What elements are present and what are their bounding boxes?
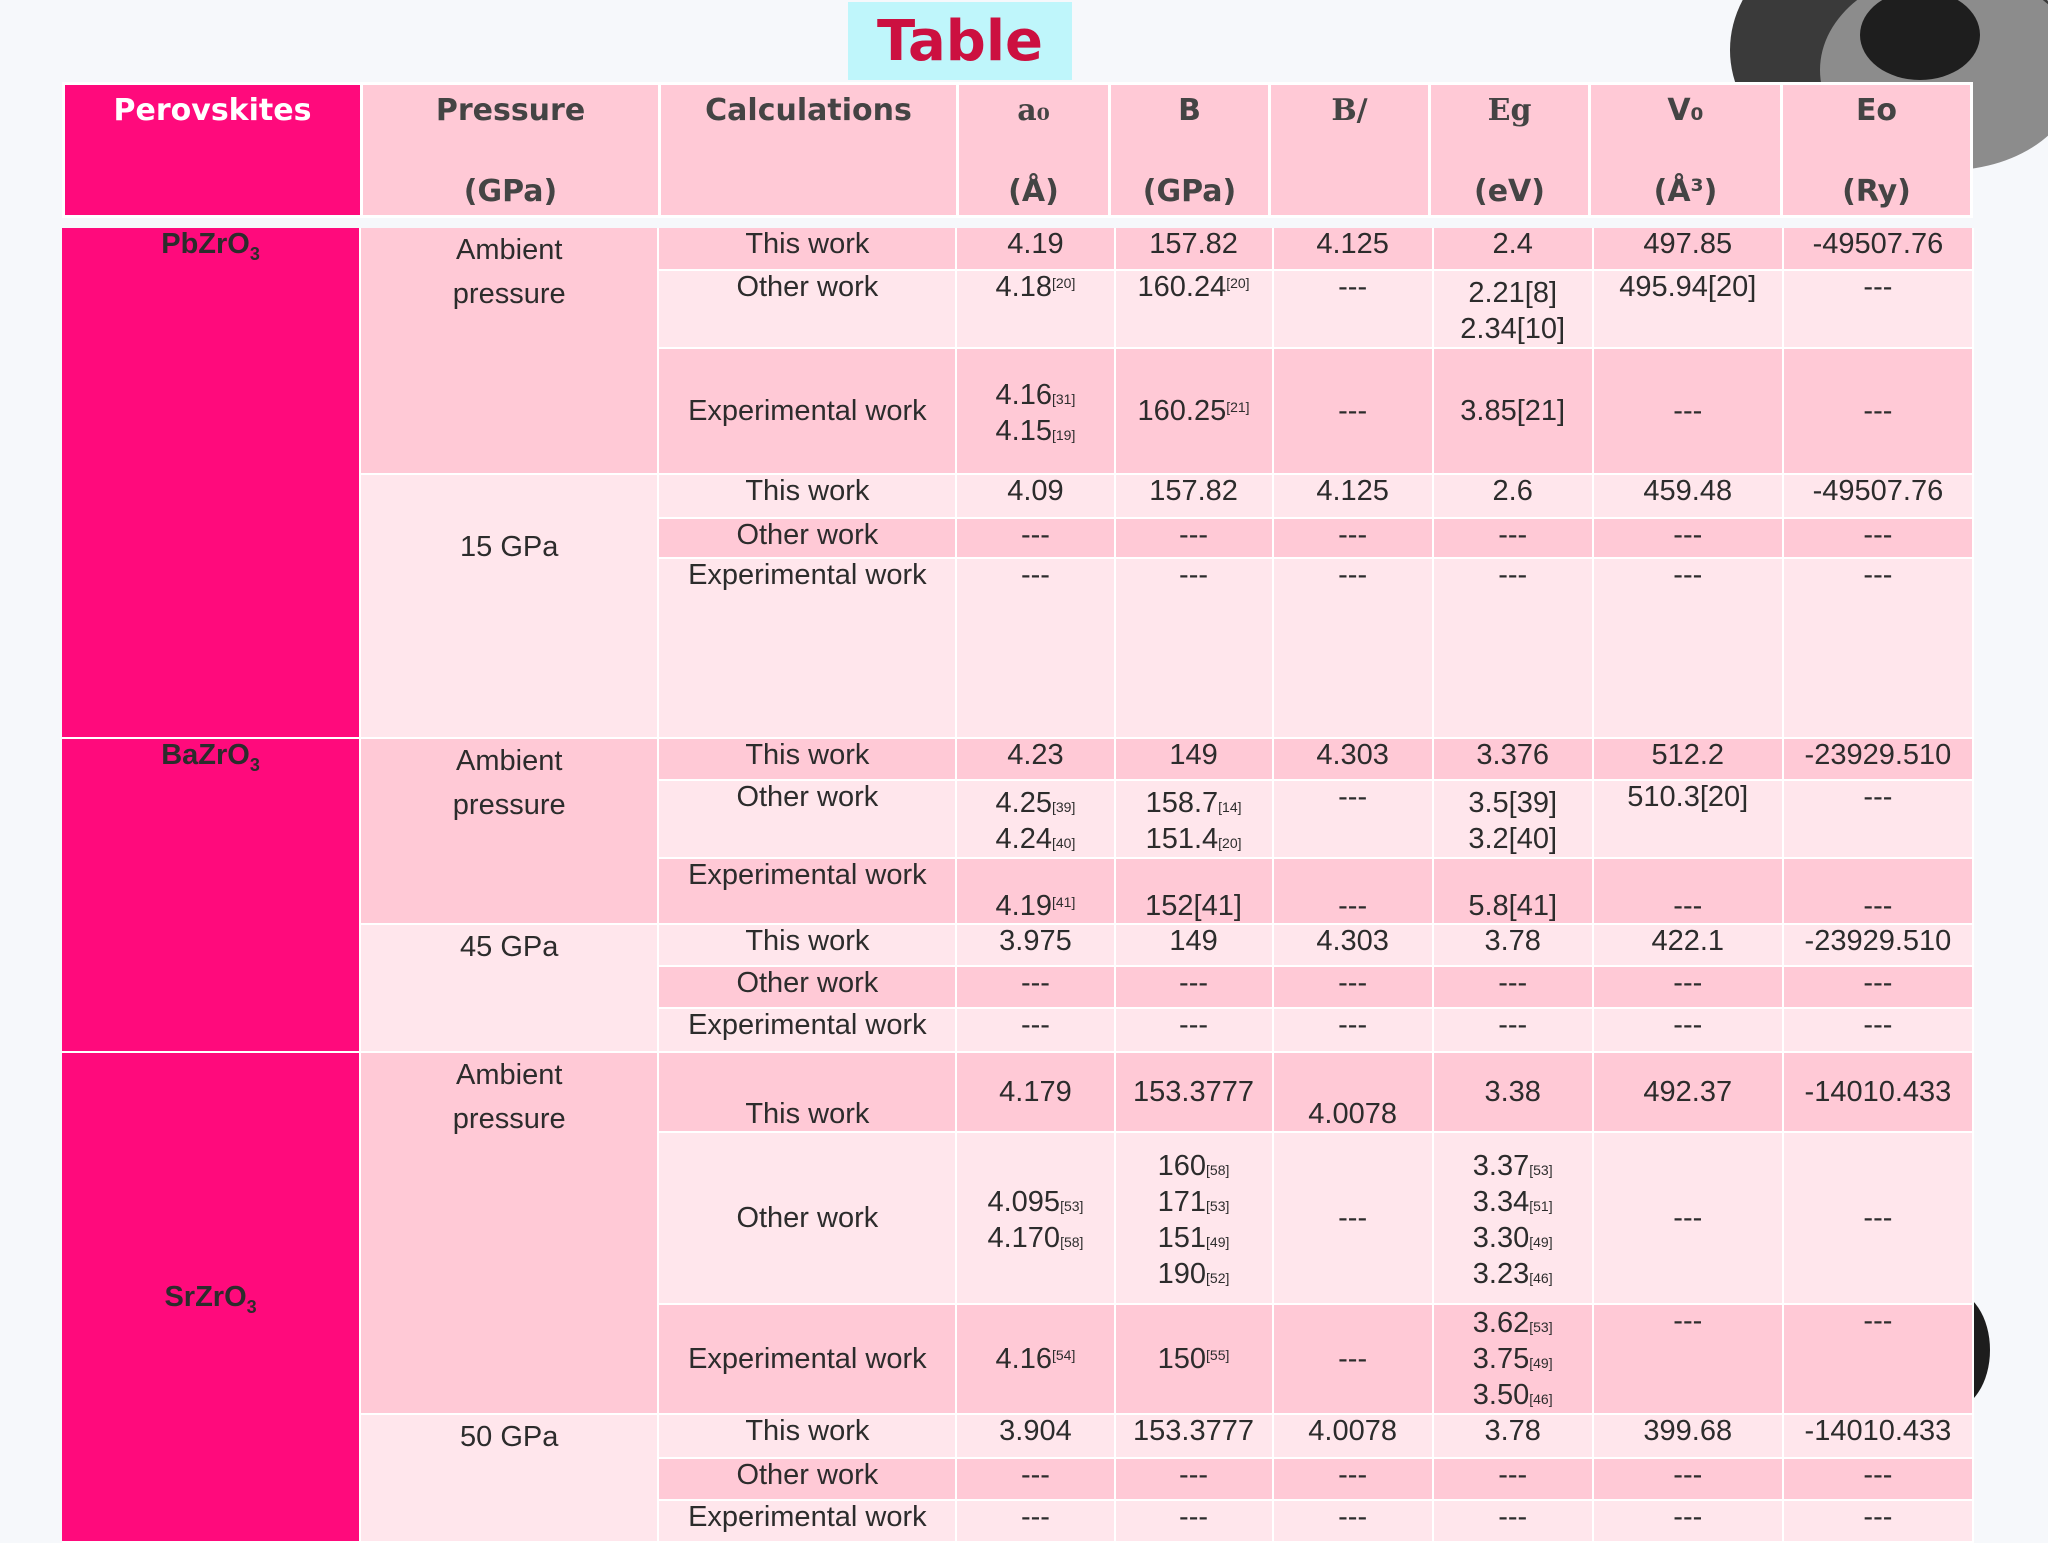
cell-eo: --- xyxy=(1783,348,1973,474)
cell-bprime: --- xyxy=(1273,518,1433,558)
calc-label: This work xyxy=(658,924,956,966)
cell-b: 153.3777 xyxy=(1115,1414,1273,1458)
pressure-value: 50 GPa xyxy=(360,1414,658,1542)
cell-a0: 4.095[53] 4.170[58] xyxy=(956,1132,1114,1304)
header-calculations: Calculations xyxy=(660,84,958,217)
cell-eo: --- xyxy=(1783,1458,1973,1500)
pressure-ambient: Ambient pressure xyxy=(360,1052,658,1414)
pressure-value: 45 GPa xyxy=(360,924,658,1052)
cell-v0: --- xyxy=(1593,1500,1783,1542)
cell-bprime: --- xyxy=(1273,1500,1433,1542)
pressure-ambient: Ambient pressure xyxy=(360,738,658,924)
header-v0: V₀ (Å³) xyxy=(1590,84,1782,217)
cell-eo: --- xyxy=(1783,1500,1973,1542)
pressure-ambient: Ambient pressure xyxy=(360,228,658,474)
cell-b: 149 xyxy=(1115,924,1273,966)
cell-v0: 459.48 xyxy=(1593,474,1783,518)
cell-eg: 3.37[53] 3.34[51] 3.30[49] 3.23[46] xyxy=(1433,1132,1593,1304)
calc-label: This work xyxy=(658,1414,956,1458)
cell-v0: 510.3[20] xyxy=(1593,780,1783,858)
cell-b: 158.7[14] 151.4[20] xyxy=(1115,780,1273,858)
calc-label: Other work xyxy=(658,966,956,1008)
pressure-value: 15 GPa xyxy=(360,474,658,738)
cell-v0: 399.68 xyxy=(1593,1414,1783,1458)
cell-b: --- xyxy=(1115,558,1273,738)
cell-b: 153.3777 xyxy=(1115,1052,1273,1132)
cell-a0: 4.18[20] xyxy=(956,270,1114,348)
cell-eg: 3.5[39] 3.2[40] xyxy=(1433,780,1593,858)
cell-a0: --- xyxy=(956,966,1114,1008)
table-header xyxy=(62,82,1973,218)
cell-b: 160[58] 171[53] 151[49] 190[52] xyxy=(1115,1132,1273,1304)
cell-eo: -23929.510 xyxy=(1783,924,1973,966)
cell-eg: 3.62[53] 3.75[49] 3.50[46] xyxy=(1433,1304,1593,1414)
cell-a0: 4.25[39] 4.24[40] xyxy=(956,780,1114,858)
header-b: B (GPa) xyxy=(1110,84,1270,217)
calc-label: Experimental work xyxy=(658,858,956,924)
cell-v0: 492.37 xyxy=(1593,1052,1783,1132)
cell-eg: --- xyxy=(1433,1458,1593,1500)
cell-bprime: --- xyxy=(1273,1008,1433,1052)
cell-bprime: --- xyxy=(1273,1458,1433,1500)
cell-bprime: --- xyxy=(1273,780,1433,858)
cell-v0: --- xyxy=(1593,1304,1783,1414)
cell-a0: --- xyxy=(956,1458,1114,1500)
cell-eo: -14010.433 xyxy=(1783,1414,1973,1458)
cell-bprime: --- xyxy=(1273,558,1433,738)
cell-b: --- xyxy=(1115,1458,1273,1500)
cell-a0: --- xyxy=(956,1500,1114,1542)
cell-v0: --- xyxy=(1593,348,1783,474)
calc-label: This work xyxy=(658,1052,956,1132)
calc-label: Other work xyxy=(658,780,956,858)
table-row xyxy=(62,738,1973,780)
cell-b: 160.25[21] xyxy=(1115,348,1273,474)
calc-label: Other work xyxy=(658,1458,956,1500)
cell-bprime: 4.303 xyxy=(1273,924,1433,966)
cell-eg: --- xyxy=(1433,518,1593,558)
cell-eo: -23929.510 xyxy=(1783,738,1973,780)
cell-b: --- xyxy=(1115,1008,1273,1052)
cell-b: 150[55] xyxy=(1115,1304,1273,1414)
cell-bprime: --- xyxy=(1273,1304,1433,1414)
cell-eo: --- xyxy=(1783,518,1973,558)
cell-b: --- xyxy=(1115,1500,1273,1542)
cell-a0: 4.16[31] 4.15[19] xyxy=(956,348,1114,474)
cell-eo: --- xyxy=(1783,858,1973,924)
cell-eg: 3.38 xyxy=(1433,1052,1593,1132)
calc-label: This work xyxy=(658,228,956,270)
cell-eg: 2.4 xyxy=(1433,228,1593,270)
cell-v0: --- xyxy=(1593,1008,1783,1052)
calc-label: Experimental work xyxy=(658,1304,956,1414)
cell-v0: --- xyxy=(1593,966,1783,1008)
cell-bprime: 4.125 xyxy=(1273,228,1433,270)
cell-a0: --- xyxy=(956,1008,1114,1052)
cell-a0: 3.904 xyxy=(956,1414,1114,1458)
cell-eo: --- xyxy=(1783,1008,1973,1052)
cell-b: 160.24[20] xyxy=(1115,270,1273,348)
header-a0: a₀ (Å) xyxy=(958,84,1110,217)
cell-eg: 3.78 xyxy=(1433,1414,1593,1458)
cell-a0: 4.16[54] xyxy=(956,1304,1114,1414)
cell-b: 152[41] xyxy=(1115,858,1273,924)
cell-v0: 497.85 xyxy=(1593,228,1783,270)
cell-v0: 422.1 xyxy=(1593,924,1783,966)
cell-eo: --- xyxy=(1783,1132,1973,1304)
cell-eg: --- xyxy=(1433,558,1593,738)
cell-bprime: 4.0078 xyxy=(1273,1052,1433,1132)
cell-bprime: --- xyxy=(1273,1132,1433,1304)
cell-eo: -49507.76 xyxy=(1783,474,1973,518)
header-pressure: Pressure (GPa) xyxy=(362,84,660,217)
cell-eg: --- xyxy=(1433,1008,1593,1052)
cell-eg: 2.21[8] 2.34[10] xyxy=(1433,270,1593,348)
page-title: Table xyxy=(876,8,1044,74)
cell-eo: --- xyxy=(1783,558,1973,738)
cell-eo: -49507.76 xyxy=(1783,228,1973,270)
calc-label: Experimental work xyxy=(658,1500,956,1542)
header-bprime: B/ xyxy=(1270,84,1430,217)
cell-eg: 3.376 xyxy=(1433,738,1593,780)
cell-a0: 3.975 xyxy=(956,924,1114,966)
calc-label: Experimental work xyxy=(658,348,956,474)
cell-eg: --- xyxy=(1433,966,1593,1008)
perovskite-pbzro3: PbZrO$_3$ xyxy=(62,228,360,738)
cell-a0: 4.23 xyxy=(956,738,1114,780)
cell-bprime: --- xyxy=(1273,966,1433,1008)
data-table xyxy=(62,228,1974,1543)
cell-bprime: 4.0078 xyxy=(1273,1414,1433,1458)
cell-v0: --- xyxy=(1593,1132,1783,1304)
cell-a0: 4.09 xyxy=(956,474,1114,518)
header-perovskites: Perovskites xyxy=(64,84,362,217)
cell-eo: --- xyxy=(1783,966,1973,1008)
cell-b: --- xyxy=(1115,966,1273,1008)
table-row xyxy=(62,228,1973,270)
cell-eo: --- xyxy=(1783,270,1973,348)
cell-b: 157.82 xyxy=(1115,474,1273,518)
cell-bprime: --- xyxy=(1273,270,1433,348)
cell-v0: --- xyxy=(1593,518,1783,558)
cell-b: 157.82 xyxy=(1115,228,1273,270)
cell-bprime: --- xyxy=(1273,348,1433,474)
cell-a0: 4.19[41] xyxy=(956,858,1114,924)
cell-a0: --- xyxy=(956,518,1114,558)
cell-a0: 4.19 xyxy=(956,228,1114,270)
cell-eg: 5.8[41] xyxy=(1433,858,1593,924)
calc-label: This work xyxy=(658,474,956,518)
perovskite-srzro3: SrZrO$_3$ xyxy=(62,1052,360,1542)
cell-b: --- xyxy=(1115,518,1273,558)
cell-eg: 3.78 xyxy=(1433,924,1593,966)
calc-label: Other work xyxy=(658,270,956,348)
cell-eg: 2.6 xyxy=(1433,474,1593,518)
header-eg: Eg (eV) xyxy=(1430,84,1590,217)
perovskite-bazro3: BaZrO$_3$ xyxy=(62,738,360,1052)
cell-bprime: 4.125 xyxy=(1273,474,1433,518)
cell-v0: 512.2 xyxy=(1593,738,1783,780)
cell-eo: -14010.433 xyxy=(1783,1052,1973,1132)
calc-label: Other work xyxy=(658,1132,956,1304)
cell-eg: --- xyxy=(1433,1500,1593,1542)
calc-label: Experimental work xyxy=(658,1008,956,1052)
cell-bprime: 4.303 xyxy=(1273,738,1433,780)
table-row xyxy=(62,1052,1973,1132)
header-eo: Eo (Ry) xyxy=(1782,84,1972,217)
cell-eo: --- xyxy=(1783,780,1973,858)
title-box xyxy=(848,2,1072,80)
cell-v0: --- xyxy=(1593,858,1783,924)
cell-v0: --- xyxy=(1593,1458,1783,1500)
cell-a0: 4.179 xyxy=(956,1052,1114,1132)
cell-b: 149 xyxy=(1115,738,1273,780)
cell-v0: 495.94[20] xyxy=(1593,270,1783,348)
cell-bprime: --- xyxy=(1273,858,1433,924)
calc-label: Experimental work xyxy=(658,558,956,738)
cell-a0: --- xyxy=(956,558,1114,738)
cell-eg: 3.85[21] xyxy=(1433,348,1593,474)
calc-label: This work xyxy=(658,738,956,780)
calc-label: Other work xyxy=(658,518,956,558)
cell-v0: --- xyxy=(1593,558,1783,738)
cell-eo: --- xyxy=(1783,1304,1973,1414)
